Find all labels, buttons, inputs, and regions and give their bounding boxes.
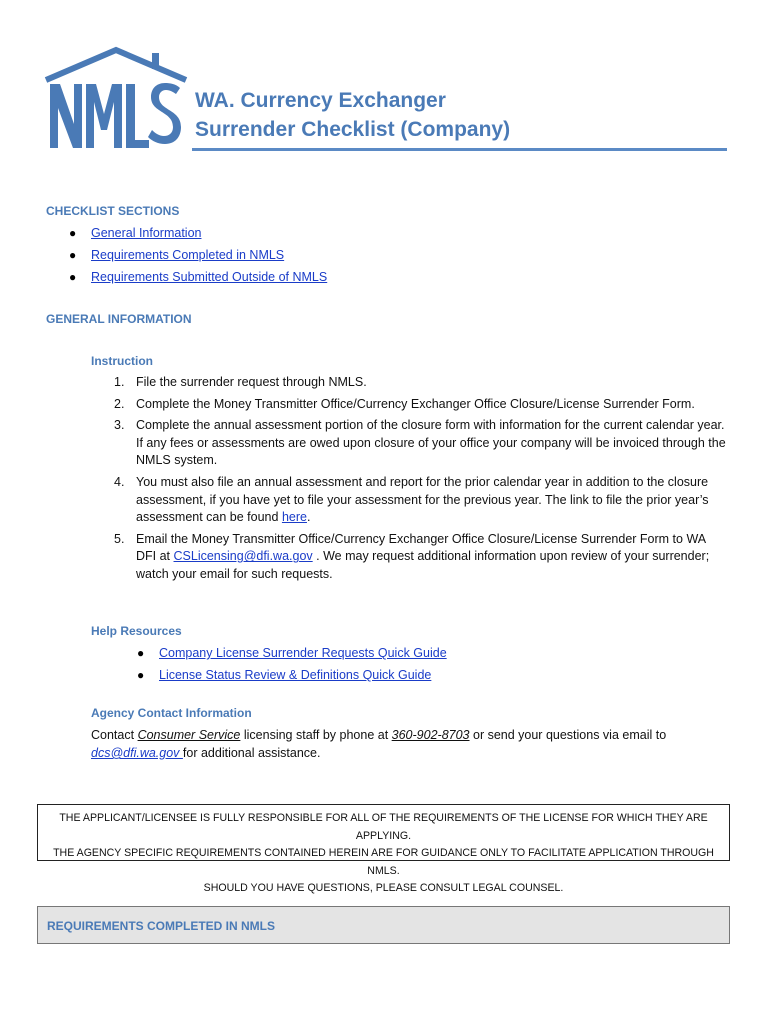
notice-line-3: SHOULD YOU HAVE QUESTIONS, PLEASE CONSULT LEGAL COUNSEL. bbox=[203, 882, 564, 894]
link-requirements-completed[interactable]: Requirements Completed in NMLS bbox=[91, 248, 285, 262]
step-text: Email the Money Transmitter Office/Currency Exchanger Office Closure/License Surrender Form to WA DFI at bbox=[136, 531, 706, 564]
contact-text: licensing staff by phone at bbox=[240, 728, 392, 742]
step-text: Complete the annual assessment portion of the closure form with information for the current calendar year. If any fees or assessments are owed upon closure of your office your company will be invoiced through the NMLS system. bbox=[136, 418, 726, 468]
bullet-icon: ● bbox=[69, 248, 77, 262]
notice-line-2: THE AGENCY SPECIFIC REQUIREMENTS CONTAINED HEREIN ARE FOR GUIDANCE ONLY TO FACILITATE APPLICATION THROUGH NMLS. bbox=[53, 847, 714, 877]
legal-notice-box bbox=[37, 804, 730, 894]
help-resources-list bbox=[137, 642, 447, 686]
step-text-end: . We may request additional information upon review of your surrender; watch your email for such requests. bbox=[136, 549, 710, 581]
here-link[interactable]: here bbox=[281, 510, 307, 525]
cslicensing-email-link[interactable]: CSLicensing@dfi.wa.gov bbox=[173, 549, 313, 564]
step-text: You must also file an annual assessment and report for the prior calendar year in addition to the closure assessment, if you have yet to file your assessment for the previous year. The link to file the prior year’s assessment can be found bbox=[136, 474, 709, 525]
title-line-1: WA. Currency Exchanger bbox=[195, 89, 446, 112]
step-number: 4. bbox=[114, 474, 125, 489]
link-license-status-guide[interactable]: License Status Review & Definitions Quick Guide bbox=[159, 668, 432, 682]
agency-contact-heading: Agency Contact Information bbox=[91, 706, 252, 720]
page-title bbox=[195, 86, 510, 144]
step-number: 2. bbox=[114, 396, 125, 411]
general-information-heading: GENERAL INFORMATION bbox=[46, 312, 192, 326]
step-text: File the surrender request through NMLS. bbox=[136, 375, 367, 389]
step-number: 5. bbox=[114, 531, 125, 546]
instruction-heading: Instruction bbox=[91, 354, 153, 368]
bullet-icon: ● bbox=[69, 226, 77, 240]
contact-text: for additional assistance. bbox=[182, 746, 321, 760]
step-item bbox=[114, 417, 726, 470]
list-item bbox=[69, 244, 327, 266]
phone-number[interactable]: 360-902-8703 bbox=[391, 728, 470, 742]
dcs-email-link[interactable]: dcs@dfi.wa.gov bbox=[91, 746, 183, 760]
link-requirements-outside[interactable]: Requirements Submitted Outside of NMLS bbox=[91, 270, 328, 284]
list-item bbox=[137, 642, 447, 664]
link-general-information[interactable]: General Information bbox=[91, 226, 202, 240]
list-item bbox=[137, 664, 447, 686]
notice-line-1: THE APPLICANT/LICENSEE IS FULLY RESPONSIBLE FOR ALL OF THE REQUIREMENTS OF THE LICENSE FOR WHICH THEY ARE APPLYING. bbox=[59, 812, 708, 842]
step-item bbox=[114, 374, 726, 392]
step-item bbox=[114, 474, 726, 527]
agency-contact-text bbox=[91, 726, 731, 762]
bullet-icon: ● bbox=[69, 270, 77, 284]
bullet-icon: ● bbox=[137, 668, 145, 682]
contact-text: or send your questions via email to bbox=[469, 728, 667, 742]
title-line-2: Surrender Checklist (Company) bbox=[195, 118, 511, 141]
step-item bbox=[114, 396, 726, 414]
step-number: 1. bbox=[114, 375, 125, 389]
step-text: Complete the Money Transmitter Office/Currency Exchanger Office Closure/License Surrender Form. bbox=[136, 396, 695, 411]
link-surrender-quick-guide[interactable]: Company License Surrender Requests Quick Guide bbox=[159, 646, 447, 660]
list-item bbox=[69, 222, 327, 244]
consumer-service-text: Consumer Service bbox=[137, 728, 241, 742]
checklist-sections-heading: CHECKLIST SECTIONS bbox=[46, 204, 180, 218]
bullet-icon: ● bbox=[137, 646, 145, 660]
step-item bbox=[114, 531, 726, 584]
checklist-sections-list bbox=[69, 222, 328, 288]
instruction-steps bbox=[114, 374, 726, 588]
requirements-completed-heading: REQUIREMENTS COMPLETED IN NMLS bbox=[37, 906, 730, 944]
help-resources-heading: Help Resources bbox=[91, 624, 182, 638]
list-item bbox=[69, 266, 328, 288]
step-text-end: . bbox=[306, 510, 311, 525]
step-number: 3. bbox=[114, 418, 125, 433]
nmls-logo bbox=[40, 44, 192, 152]
title-underline bbox=[192, 148, 727, 151]
contact-text: Contact bbox=[91, 728, 138, 742]
